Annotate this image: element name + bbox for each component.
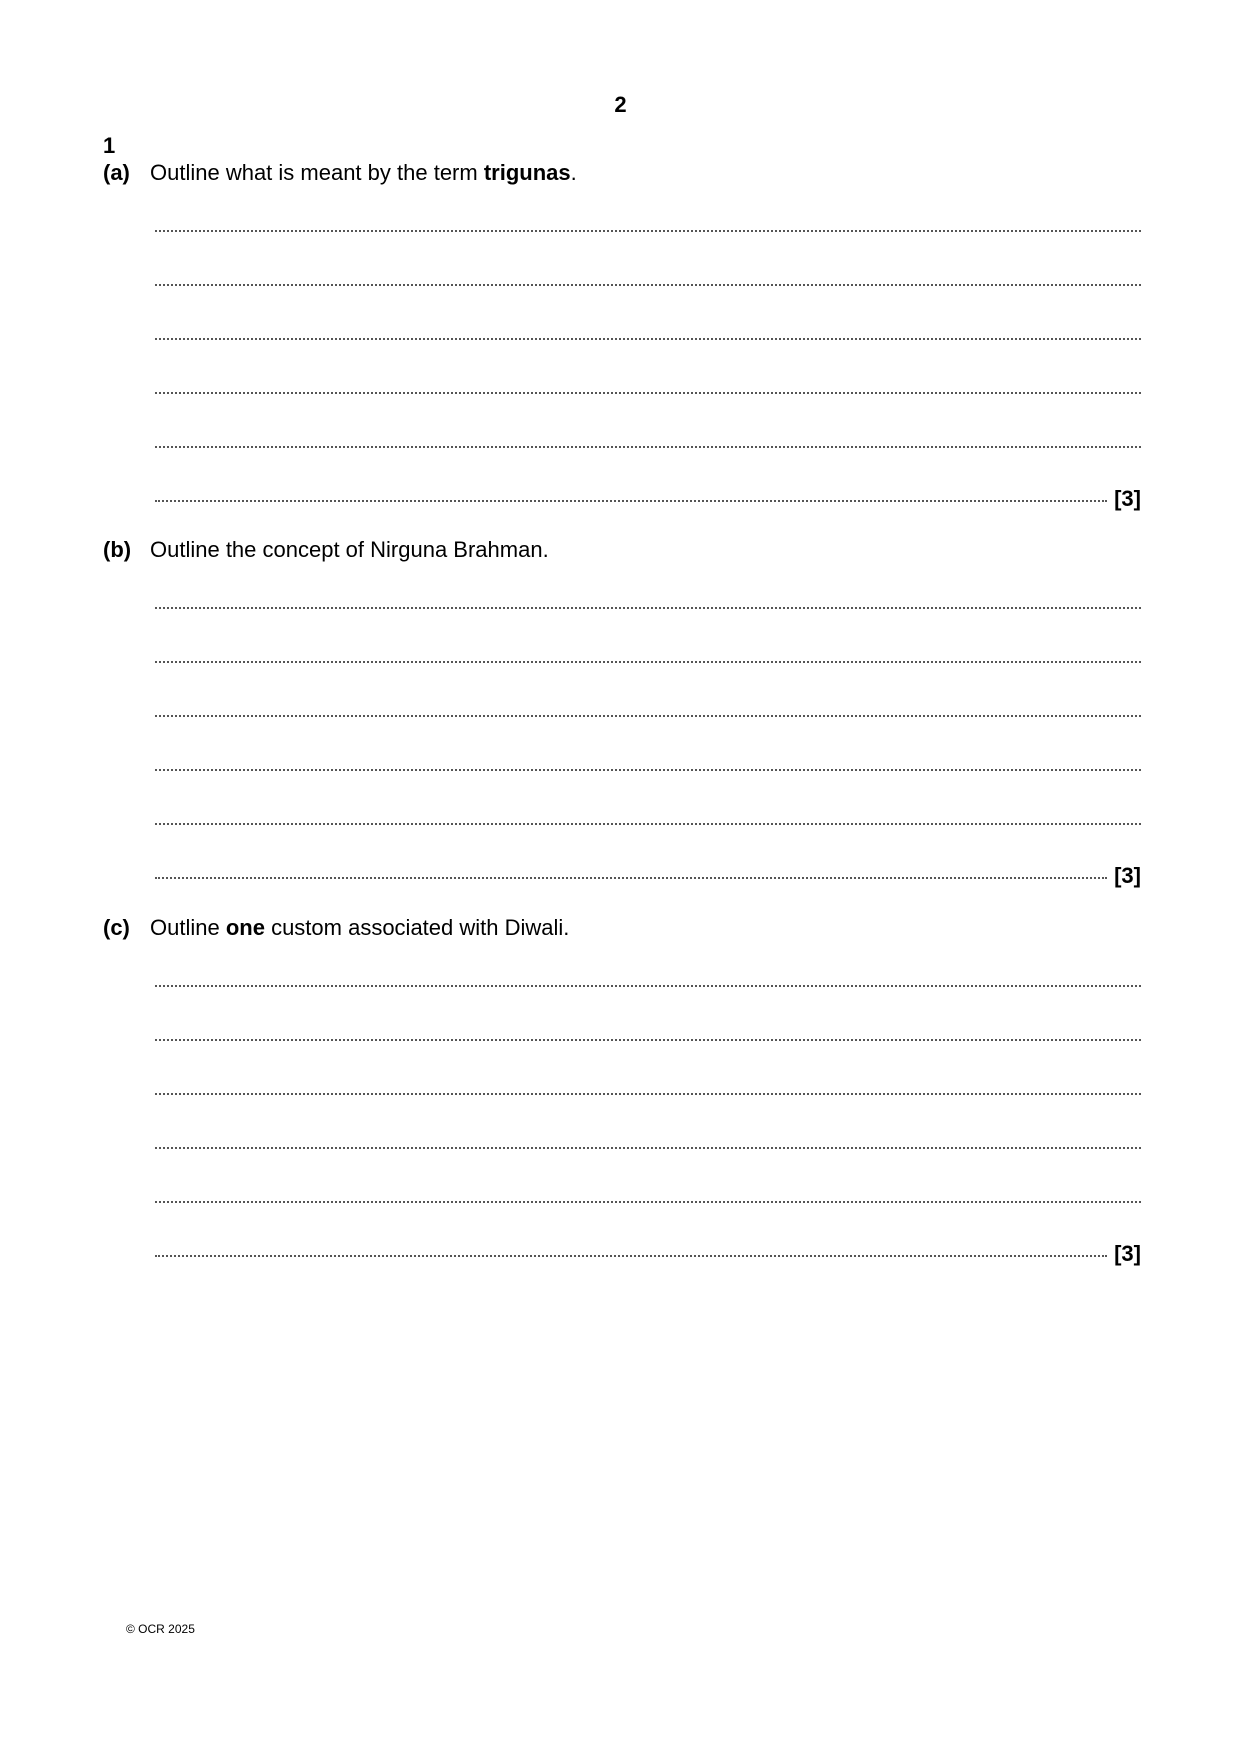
part-c-prompt: [103, 913, 1143, 943]
dotted-rule: [155, 607, 1141, 609]
dotted-rule: [155, 823, 1141, 825]
dotted-rule: [155, 877, 1107, 879]
dotted-rule: [155, 1147, 1141, 1149]
part-c-marks: [3]: [1114, 1241, 1141, 1266]
answer-line[interactable]: [155, 188, 1141, 242]
part-c-emphasis: one: [225, 915, 265, 940]
dotted-rule: [155, 1039, 1141, 1041]
part-c-text: Outline: [150, 915, 226, 940]
dotted-rule: [155, 446, 1141, 448]
part-a-answer-area[interactable]: [155, 188, 1141, 512]
part-a-text-end: .: [570, 160, 577, 185]
part-b-answer-area[interactable]: [155, 565, 1141, 889]
part-c-answer-area[interactable]: [155, 943, 1141, 1267]
answer-line[interactable]: [155, 1051, 1141, 1105]
part-a-prompt: [103, 158, 1143, 188]
dotted-rule: [155, 985, 1141, 987]
question-part-c: [103, 913, 1143, 1267]
part-b-marks: [3]: [1114, 863, 1141, 888]
answer-line[interactable]: [155, 458, 1141, 512]
question-part-b: [103, 535, 1143, 889]
answer-line[interactable]: [155, 1213, 1141, 1267]
answer-line[interactable]: [155, 565, 1141, 619]
answer-line[interactable]: [155, 242, 1141, 296]
dotted-rule: [155, 769, 1141, 771]
answer-line[interactable]: [155, 1159, 1141, 1213]
answer-line[interactable]: [155, 835, 1141, 889]
dotted-rule: [155, 1201, 1141, 1203]
answer-line[interactable]: [155, 943, 1141, 997]
part-a-text: Outline what is meant by the term: [150, 160, 484, 185]
answer-line[interactable]: [155, 619, 1141, 673]
answer-line[interactable]: [155, 673, 1141, 727]
question-part-a: [103, 158, 1143, 512]
dotted-rule: [155, 500, 1107, 502]
part-a-key-term: trigunas: [483, 160, 571, 185]
part-c-text-end: custom associated with Diwali.: [264, 915, 570, 940]
part-b-text: Outline the concept of Nirguna Brahman.: [150, 537, 549, 562]
answer-line[interactable]: [155, 1105, 1141, 1159]
answer-line[interactable]: [155, 350, 1141, 404]
answer-line[interactable]: [155, 404, 1141, 458]
page-number: 2: [614, 92, 627, 117]
part-b-label: (b): [103, 537, 132, 562]
dotted-rule: [155, 1255, 1107, 1257]
question-number: 1: [103, 133, 116, 158]
answer-line[interactable]: [155, 997, 1141, 1051]
answer-line[interactable]: [155, 781, 1141, 835]
dotted-rule: [155, 392, 1141, 394]
answer-line[interactable]: [155, 727, 1141, 781]
copyright-footer: © OCR 2025: [126, 1622, 195, 1636]
dotted-rule: [155, 230, 1141, 232]
part-b-prompt: [103, 535, 1143, 565]
dotted-rule: [155, 661, 1141, 663]
dotted-rule: [155, 284, 1141, 286]
answer-line[interactable]: [155, 296, 1141, 350]
part-c-label: (c): [103, 915, 130, 940]
dotted-rule: [155, 1093, 1141, 1095]
part-a-marks: [3]: [1114, 486, 1141, 511]
dotted-rule: [155, 338, 1141, 340]
part-a-label: (a): [103, 160, 130, 185]
dotted-rule: [155, 715, 1141, 717]
